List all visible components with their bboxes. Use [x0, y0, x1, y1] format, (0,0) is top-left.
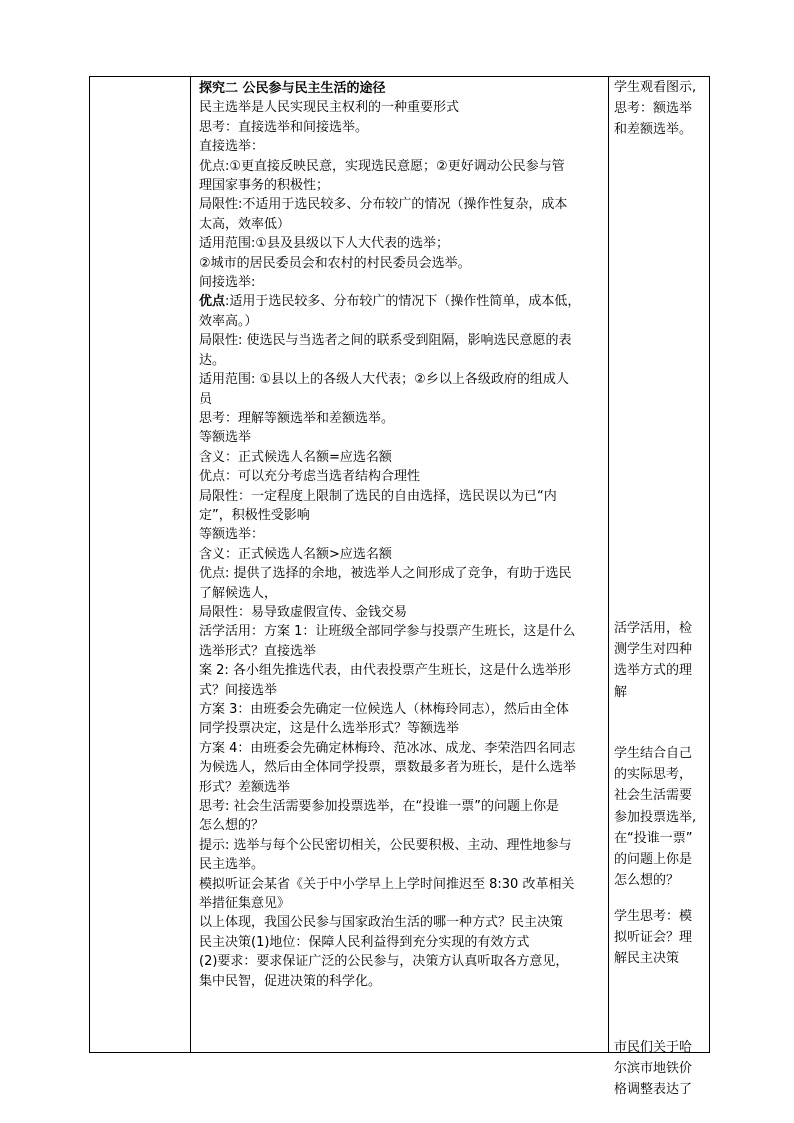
- content-line: (2)要求：要求保证广泛的公民参与，决策方认真听取各方意见，: [199, 954, 569, 970]
- note-line: 解: [614, 684, 628, 700]
- content-line: 适用范围: ①县以上的各级人大代表；②乡以上各级政府的组成人: [199, 372, 569, 388]
- content-line: 局限性: 使选民与当选者之间的联系受到阻隔，影响选民意愿的表: [199, 333, 572, 349]
- note-line: 学生结合自己: [614, 746, 693, 761]
- note-line: 社会生活需要: [614, 788, 693, 804]
- content-line: 方案 3：由班委会先确定一位候选人（林梅玲同志），然后由全体: [199, 702, 569, 717]
- note-line: 怎么想的？: [614, 873, 680, 889]
- content-line: 案 2: 各小组先推选代表，由代表投票产生班长，这是什么选举形: [199, 663, 571, 679]
- content-line: 怎么想的？: [199, 818, 265, 834]
- content-line: 了解候选人，: [199, 585, 278, 601]
- content-column-cell: [191, 77, 609, 1053]
- content-line: 活学活用：方案 1：让班级全部同学参与投票产生班长，这是什么: [199, 624, 576, 640]
- note-line: 拟听证会？理: [614, 930, 693, 946]
- content-line: 以上体现，我国公民参与国家政治生活的哪一种方式？民主决策: [199, 915, 564, 931]
- content-line: 效率高。）: [199, 313, 258, 329]
- content-line: 等额选举：: [199, 527, 265, 543]
- section-title: 探究二 公民参与民主生活的途径: [199, 81, 386, 96]
- content-line: 等额选举: [199, 430, 252, 446]
- content-line: 理国家事务的积极性；: [199, 178, 330, 194]
- note-line: 选举方式的理: [614, 663, 693, 679]
- content-line: 局限性：一定程度上限制了选民的自由选择，选民误以为已“内: [199, 488, 557, 504]
- content-line: 含义：正式候选人名额=应选名额: [199, 449, 392, 465]
- note-line: 在“投谁一票”: [614, 830, 693, 846]
- lesson-table: [89, 76, 710, 1098]
- note-block: [614, 77, 706, 141]
- content-line: 定”，积极性受影响: [199, 507, 310, 523]
- content-line: 局限性：易导致虚假宣传、金钱交易: [199, 604, 408, 620]
- content-line: 民主决策(1)地位：保障人民利益得到充分实现的有效方式: [199, 934, 530, 950]
- table-row: [90, 77, 710, 1053]
- content-line: ②城市的居民委员会和农村的村民委员会选举。: [199, 255, 471, 271]
- content-line: 含义：正式候选人名额>应选名额: [199, 546, 392, 562]
- content-line: 式？间接选举: [199, 682, 278, 698]
- left-column-cell: [90, 77, 191, 1053]
- note-line: 学生观看图示,: [614, 80, 697, 95]
- note-block: [614, 906, 706, 970]
- note-line: 的实际思考，: [614, 767, 693, 783]
- content-line: 太高，效率低）: [199, 216, 291, 232]
- note-line: 思考：额选举: [614, 101, 693, 117]
- label-bold: 优点: [199, 294, 226, 310]
- content-line: 间接选举:: [199, 275, 256, 291]
- content-line: 适用范围:①县及县级以下人大代表的选举；: [199, 236, 450, 252]
- content-line: 局限性:不适用于选民较多、分布较广的情况（操作性复杂，成本: [199, 197, 568, 213]
- note-line: 尔滨市地铁价: [614, 1061, 693, 1077]
- content-line: 集中民智，促进决策的科学化。: [199, 973, 382, 989]
- note-line: 参加投票选举,: [614, 809, 697, 825]
- note-block: [614, 743, 706, 891]
- section-content: [191, 77, 608, 991]
- content-line: 优点:①更直接反映民意，实现选民意愿；②更好调动公民参与管: [199, 158, 565, 174]
- note-line: 活学活用，检: [614, 621, 693, 636]
- content-line: 优点：可以充分考虑当选者结构合理性: [199, 469, 421, 485]
- content-line: 民主选举。: [199, 857, 265, 873]
- notes-content: [609, 77, 709, 1098]
- content-line: 方案 4：由班委会先确定林梅玲、范冰冰、成龙、李荣浩四名同志: [199, 740, 576, 756]
- content-line: 优点:适用于选民较多、分布较广的情况下（操作性简单，成本低，: [199, 294, 581, 310]
- content-line: 民主选举是人民实现民主权利的一种重要形式: [199, 100, 460, 116]
- notes-column-cell: [609, 77, 710, 1098]
- content-line: 思考：理解等额选举和差额选举。: [199, 410, 395, 426]
- note-block: [614, 1037, 706, 1101]
- note-line: 的问题上你是: [614, 852, 693, 868]
- content-line: 思考：直接选举和间接选举。: [199, 119, 369, 135]
- content-line: 思考: 社会生活需要参加投票选举，在“投谁一票”的问题上你是: [199, 799, 559, 815]
- note-line: 学生思考：模: [614, 909, 693, 924]
- note-line: 测学生对四种: [614, 642, 693, 658]
- content-line: 达。: [199, 352, 226, 368]
- content-line: 直接选举：: [199, 139, 265, 155]
- content-line: 优点: 提供了选择的余地，被选举人之间形成了竞争，有助于选民: [199, 566, 572, 582]
- content-line: 提示: 选举与每个公民密切相关，公民要积极、主动、理性地参与: [199, 837, 572, 853]
- content-line: 形式？差额选举: [199, 779, 291, 795]
- content-line: 举措征集意见》: [199, 896, 291, 912]
- content-line: 选举形式？直接选举: [199, 643, 317, 659]
- note-line: 解民主决策: [614, 951, 680, 967]
- note-line: 市民们关于哈: [614, 1040, 693, 1055]
- note-block: [614, 618, 706, 703]
- content-line: 为候选人，然后由全体同学投票，票数最多者为班长，是什么选举: [199, 760, 577, 776]
- note-line: 格调整表达了: [614, 1082, 693, 1098]
- content-line: 员: [199, 391, 213, 407]
- content-line: 模拟听证会某省《关于中小学早上上学时间推迟至 8:30 改革相关: [199, 876, 575, 892]
- note-line: 和差额选举。: [614, 122, 693, 138]
- content-line: 同学投票决定，这是什么选举形式？等额选举: [199, 721, 460, 737]
